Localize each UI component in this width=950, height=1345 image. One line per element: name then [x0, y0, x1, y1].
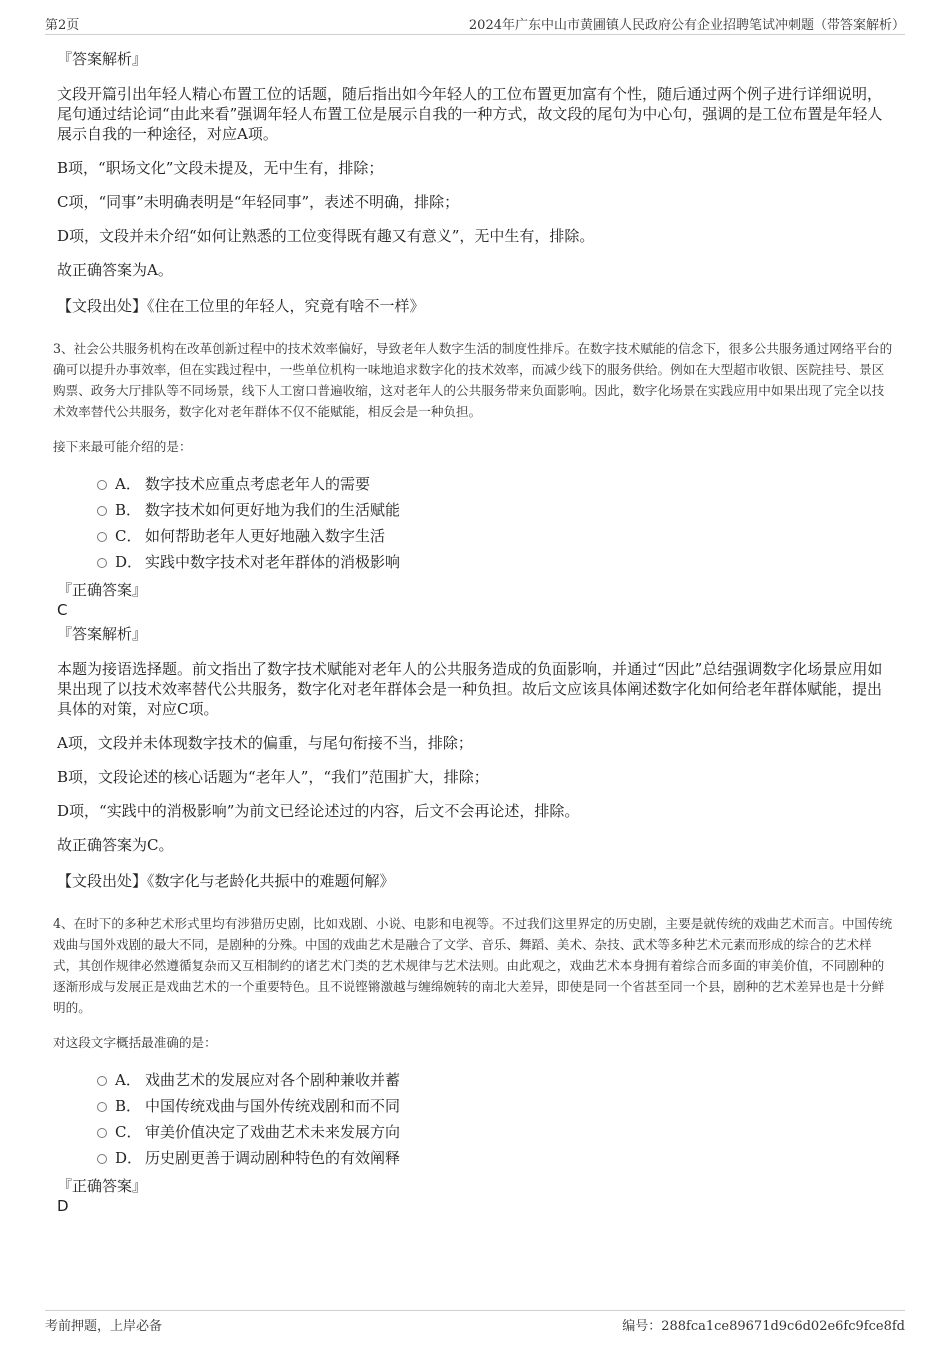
document-title: 2024年广东中山市黄圃镇人民政府公有企业招聘笔试冲刺题（带答案解析） — [468, 18, 905, 33]
option-b[interactable] — [97, 1093, 887, 1119]
radio-icon[interactable] — [97, 558, 107, 568]
analysis-heading: 『答案解析』 — [57, 50, 148, 68]
option-letter: A． — [115, 475, 141, 493]
analysis-paragraph: C项，“同事”未明确表明是“年轻同事”，表述不明确，排除； — [57, 193, 460, 211]
radio-icon[interactable] — [97, 1076, 107, 1086]
analysis-heading: 『答案解析』 — [57, 625, 148, 643]
option-a[interactable] — [97, 1067, 887, 1093]
option-text: 实践中数字技术对老年群体的消极影响 — [145, 553, 401, 571]
source-citation: 【文段出处】《数字化与老龄化共振中的难题何解》 — [57, 872, 395, 890]
source-citation: 【文段出处】《住在工位里的年轻人，究竟有啥不一样》 — [57, 297, 425, 315]
question-3 — [53, 338, 893, 891]
option-text: 数字技术如何更好地为我们的生活赋能 — [145, 501, 401, 519]
analysis-paragraph: A项，文段并未体现数字技术的偏重，与尾句衔接不当，排除； — [57, 734, 473, 752]
option-d[interactable] — [97, 1145, 887, 1171]
option-letter: B． — [115, 1097, 142, 1115]
page-number: 第2页 — [45, 18, 80, 33]
option-d[interactable] — [97, 549, 887, 575]
analysis-paragraph: 故正确答案为A。 — [57, 261, 173, 279]
option-text: 如何帮助老年人更好地融入数字生活 — [145, 527, 386, 545]
option-c[interactable] — [97, 523, 887, 549]
option-letter: D． — [115, 1149, 143, 1167]
correct-answer-heading: 『正确答案』 — [57, 581, 148, 599]
analysis-paragraph: D项，文段并未介绍“如何让熟悉的工位变得既有趣又有意义”，无中生有，排除。 — [57, 227, 595, 245]
radio-icon[interactable] — [97, 506, 107, 516]
question-prompt: 对这段文字概括最准确的是： — [53, 1035, 217, 1050]
question-text: 3、社会公共服务机构在改革创新过程中的技术效率偏好，导致老年人数字生活的制度性排斥。在数字技术赋能的信念下，很多公共服务通过网络平台的确可以提升办事效率，但在实践过程中，一些单位机构一味地追求数字化的技术效率，而减少线下的服务供给。例如在大型超市收银、医院挂号、景区购票、政务大厅排队等不同场景，线下人工窗口普遍收缩，这对老年人的公共服务带来负面影响。因此，数字化场景在实践应用中如果出现了完全以技术效率替代公共服务，数字化对老年群体不仅不能赋能，相反会是一种负担。 — [53, 341, 893, 419]
option-text: 审美价值决定了戏曲艺术未来发展方向 — [145, 1123, 401, 1141]
question-prompt: 接下来最可能介绍的是： — [53, 439, 192, 454]
radio-icon[interactable] — [97, 480, 107, 490]
page-content — [53, 44, 893, 1215]
question-4 — [53, 913, 893, 1215]
option-letter: C． — [115, 1123, 142, 1141]
option-c[interactable] — [97, 1119, 887, 1145]
analysis-section-prev — [57, 48, 887, 316]
analysis-paragraph: 文段开篇引出年轻人精心布置工位的话题，随后指出如今年轻人的工位布置更加富有个性，随后通过两个例子进行详细说明，尾句通过结论词“由此来看”强调年轻人布置工位是展示自我的一种方式，故文段的尾句为中心句，强调的是工位布置是年轻人展示自我的一种途径，对应A项。 — [57, 85, 883, 143]
document-id: 编号：288fca1ce89671d9c6d02e6fc9fce8fd — [622, 1319, 905, 1334]
analysis-paragraph: B项，文段论述的核心话题为“老年人”，“我们”范围扩大，排除； — [57, 768, 489, 786]
option-letter: D． — [115, 553, 143, 571]
option-text: 中国传统戏曲与国外传统戏剧和而不同 — [145, 1097, 401, 1115]
radio-icon[interactable] — [97, 1102, 107, 1112]
footer-slogan: 考前押题，上岸必备 — [45, 1319, 163, 1334]
radio-icon[interactable] — [97, 1154, 107, 1164]
options-list — [97, 1067, 887, 1171]
correct-answer: C — [57, 601, 68, 619]
option-text: 数字技术应重点考虑老年人的需要 — [145, 475, 371, 493]
option-a[interactable] — [97, 471, 887, 497]
option-b[interactable] — [97, 497, 887, 523]
options-list — [97, 471, 887, 575]
page-header — [45, 14, 905, 35]
correct-answer-heading: 『正确答案』 — [57, 1177, 148, 1195]
analysis-paragraph: 故正确答案为C。 — [57, 836, 174, 854]
question-text: 4、在时下的多种艺术形式里均有涉猎历史剧，比如戏剧、小说、电影和电视等。不过我们这里界定的历史剧，主要是就传统的戏曲艺术而言。中国传统戏曲与国外戏剧的最大不同，是剧种的分殊。中国的戏曲艺术是融合了文学、音乐、舞蹈、美术、杂技、武术等多种艺术元素而形成的综合的艺术样式，其创作规律必然遵循复杂而又互相制约的诸艺术门类的艺术规律与艺术法则。由此观之，戏曲艺术本身拥有着综合而多面的审美价值，不同剧种的逐渐形成与发展正是戏曲艺术的一个重要特色。且不说铿锵激越与缠绵婉转的南北大差异，即使是同一个省甚至同一个县，剧种的艺术差异也是十分鲜明的。 — [53, 916, 893, 1015]
analysis-paragraph: 本题为接语选择题。前文指出了数字技术赋能对老年人的公共服务造成的负面影响，并通过“因此”总结强调数字化场景应用如果出现了以技术效率替代公共服务，数字化对老年群体会是一种负担。故后文应该具体阐述数字化如何给老年群体赋能，提出具体的对策，对应C项。 — [57, 660, 883, 718]
option-text: 戏曲艺术的发展应对各个剧种兼收并蓄 — [145, 1071, 401, 1089]
page-footer — [45, 1310, 905, 1333]
radio-icon[interactable] — [97, 1128, 107, 1138]
analysis-paragraph: B项，“职场文化”文段未提及，无中生有，排除； — [57, 159, 384, 177]
radio-icon[interactable] — [97, 532, 107, 542]
option-letter: B． — [115, 501, 142, 519]
option-text: 历史剧更善于调动剧种特色的有效阐释 — [145, 1149, 401, 1167]
option-letter: A． — [115, 1071, 141, 1089]
option-letter: C． — [115, 527, 142, 545]
analysis-paragraph: D项，“实践中的消极影响”为前文已经论述过的内容，后文不会再论述，排除。 — [57, 802, 580, 820]
correct-answer: D — [57, 1197, 69, 1215]
